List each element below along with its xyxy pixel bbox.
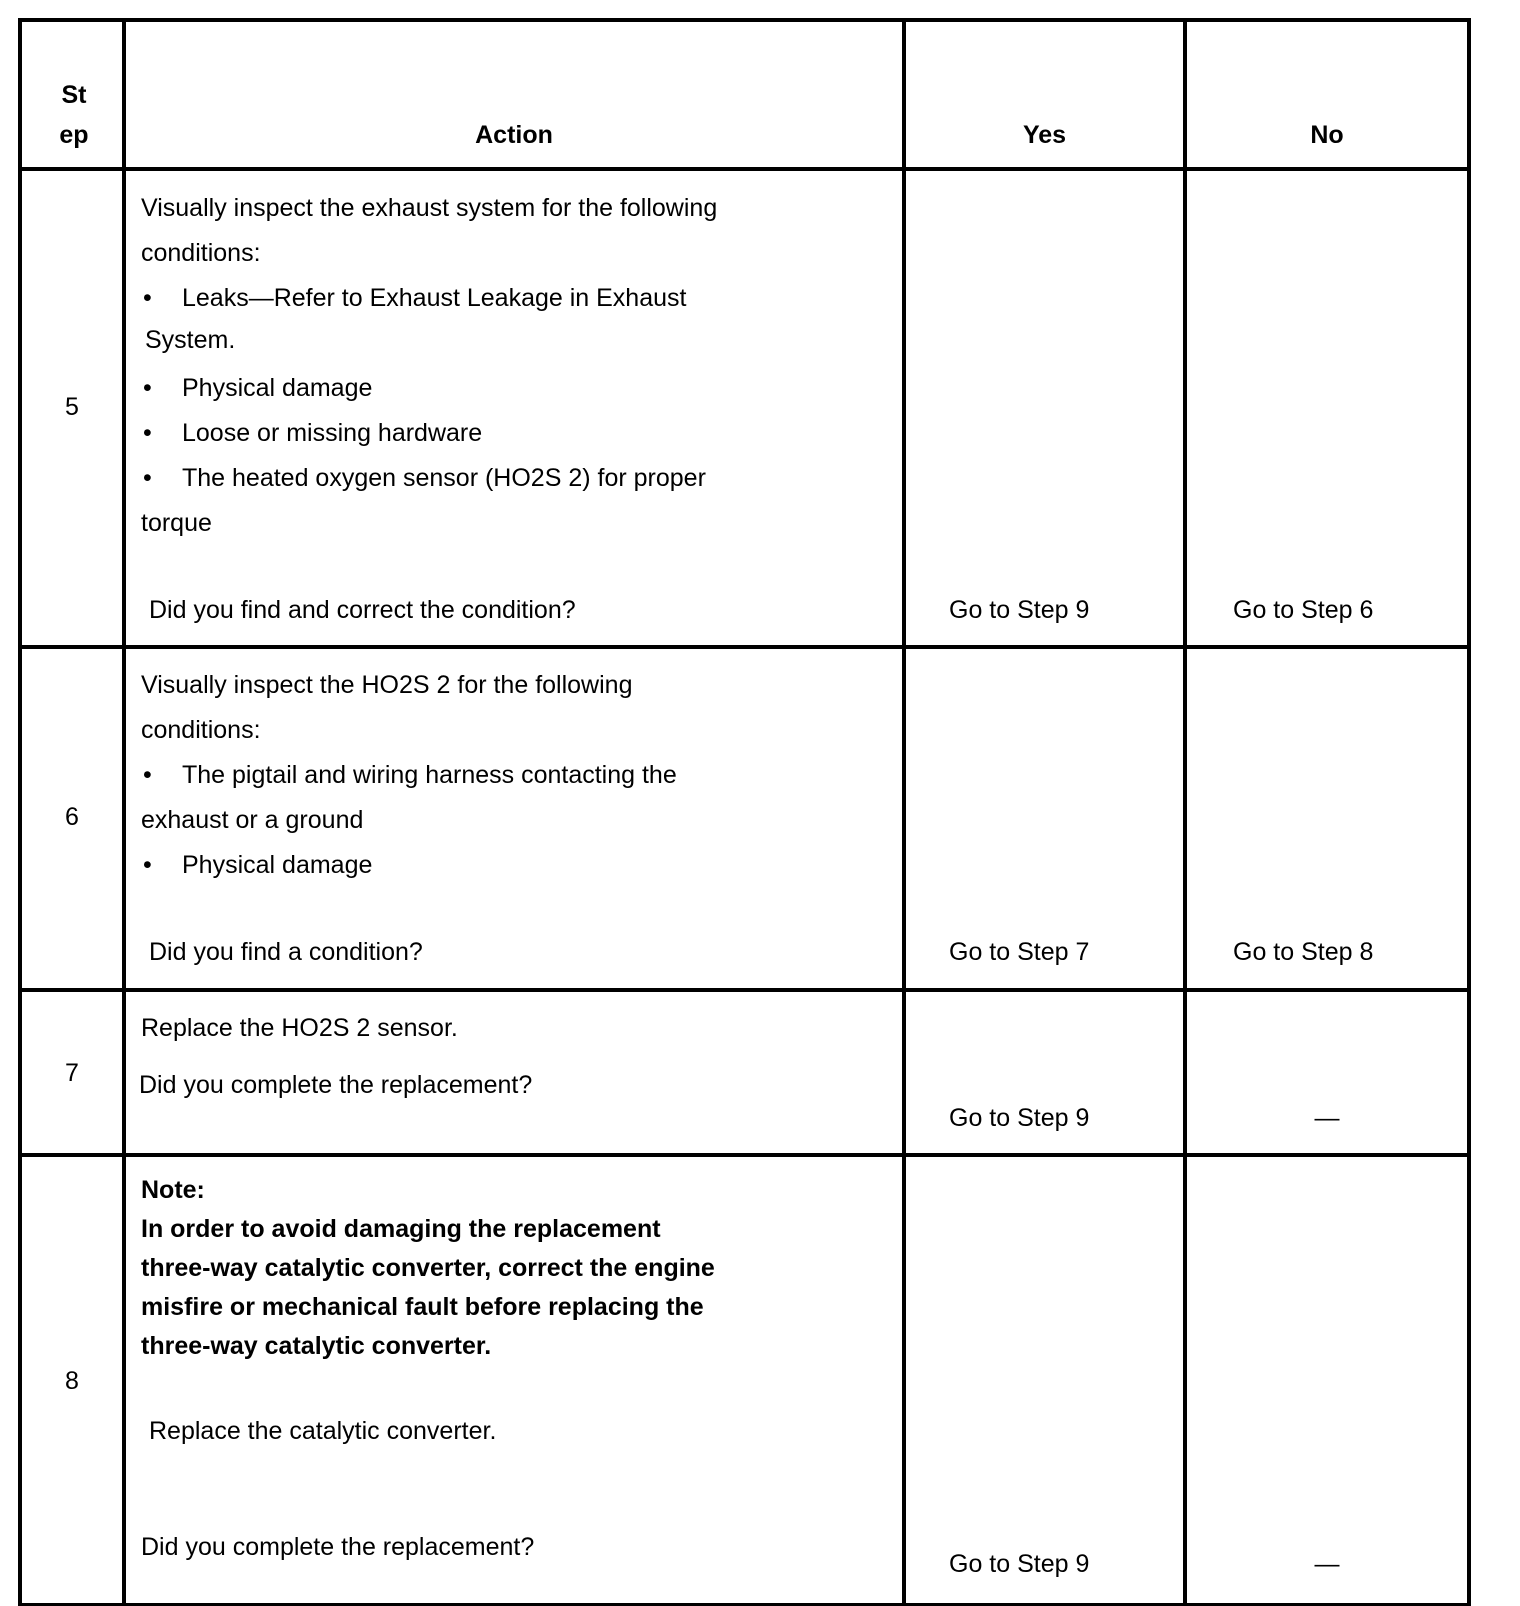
yes-outcome: Go to Step 9 — [949, 1550, 1090, 1578]
step-number: 7 — [65, 1059, 79, 1087]
yes-outcome: Go to Step 9 — [949, 596, 1090, 624]
note-text: misfire or mechanical fault before replacing the — [141, 1293, 704, 1321]
bullet-icon: • — [143, 851, 152, 879]
bullet-item: Leaks—Refer to Exhaust Leakage in Exhaust — [182, 284, 687, 312]
step-number: 5 — [65, 393, 79, 421]
note-label: Note: — [141, 1176, 205, 1204]
no-outcome: — — [1314, 1104, 1340, 1132]
bullet-item: The pigtail and wiring harness contacting the — [182, 761, 677, 789]
header-action: Action — [475, 121, 553, 149]
note-text: three-way catalytic converter. — [141, 1332, 492, 1360]
note-text: three-way catalytic converter, correct the engine — [141, 1254, 715, 1282]
bullet-icon: • — [143, 464, 152, 492]
no-outcome: Go to Step 8 — [1233, 938, 1374, 966]
bullet-item-cont: torque — [141, 509, 212, 537]
bullet-icon: • — [143, 761, 152, 789]
bullet-icon: • — [143, 284, 152, 312]
action-instruction: Replace the catalytic converter. — [149, 1417, 497, 1445]
action-question: Did you complete the replacement? — [139, 1071, 533, 1099]
action-question: Did you find and correct the condition? — [149, 596, 576, 624]
header-step-line2: ep — [59, 121, 89, 149]
no-outcome: — — [1314, 1550, 1340, 1578]
yes-outcome: Go to Step 7 — [949, 938, 1090, 966]
note-text: In order to avoid damaging the replacement — [141, 1215, 661, 1243]
bullet-item: The heated oxygen sensor (HO2S 2) for proper — [182, 464, 706, 492]
action-question: Did you complete the replacement? — [141, 1533, 535, 1561]
bullet-item: Physical damage — [182, 374, 373, 402]
bullet-item: Physical damage — [182, 851, 373, 879]
bullet-item-cont: exhaust or a ground — [141, 806, 364, 834]
action-intro-cont: conditions: — [141, 716, 261, 744]
header-no: No — [1310, 121, 1344, 149]
header-yes: Yes — [1022, 121, 1067, 149]
header-step-line1: St — [61, 81, 87, 109]
action-intro: Visually inspect the exhaust system for the following — [141, 194, 718, 222]
step-number: 8 — [65, 1367, 79, 1395]
action-instruction: Replace the HO2S 2 sensor. — [141, 1014, 458, 1042]
bullet-item: Loose or missing hardware — [182, 419, 483, 447]
action-question: Did you find a condition? — [149, 938, 423, 966]
yes-outcome: Go to Step 9 — [949, 1104, 1090, 1132]
bullet-icon: • — [143, 419, 152, 447]
action-intro-cont: conditions: — [141, 239, 261, 267]
step-number: 6 — [65, 803, 79, 831]
bullet-icon: • — [143, 374, 152, 402]
no-outcome: Go to Step 6 — [1233, 596, 1374, 624]
action-intro: Visually inspect the HO2S 2 for the following — [141, 671, 633, 699]
bullet-item-cont: System. — [145, 326, 236, 354]
